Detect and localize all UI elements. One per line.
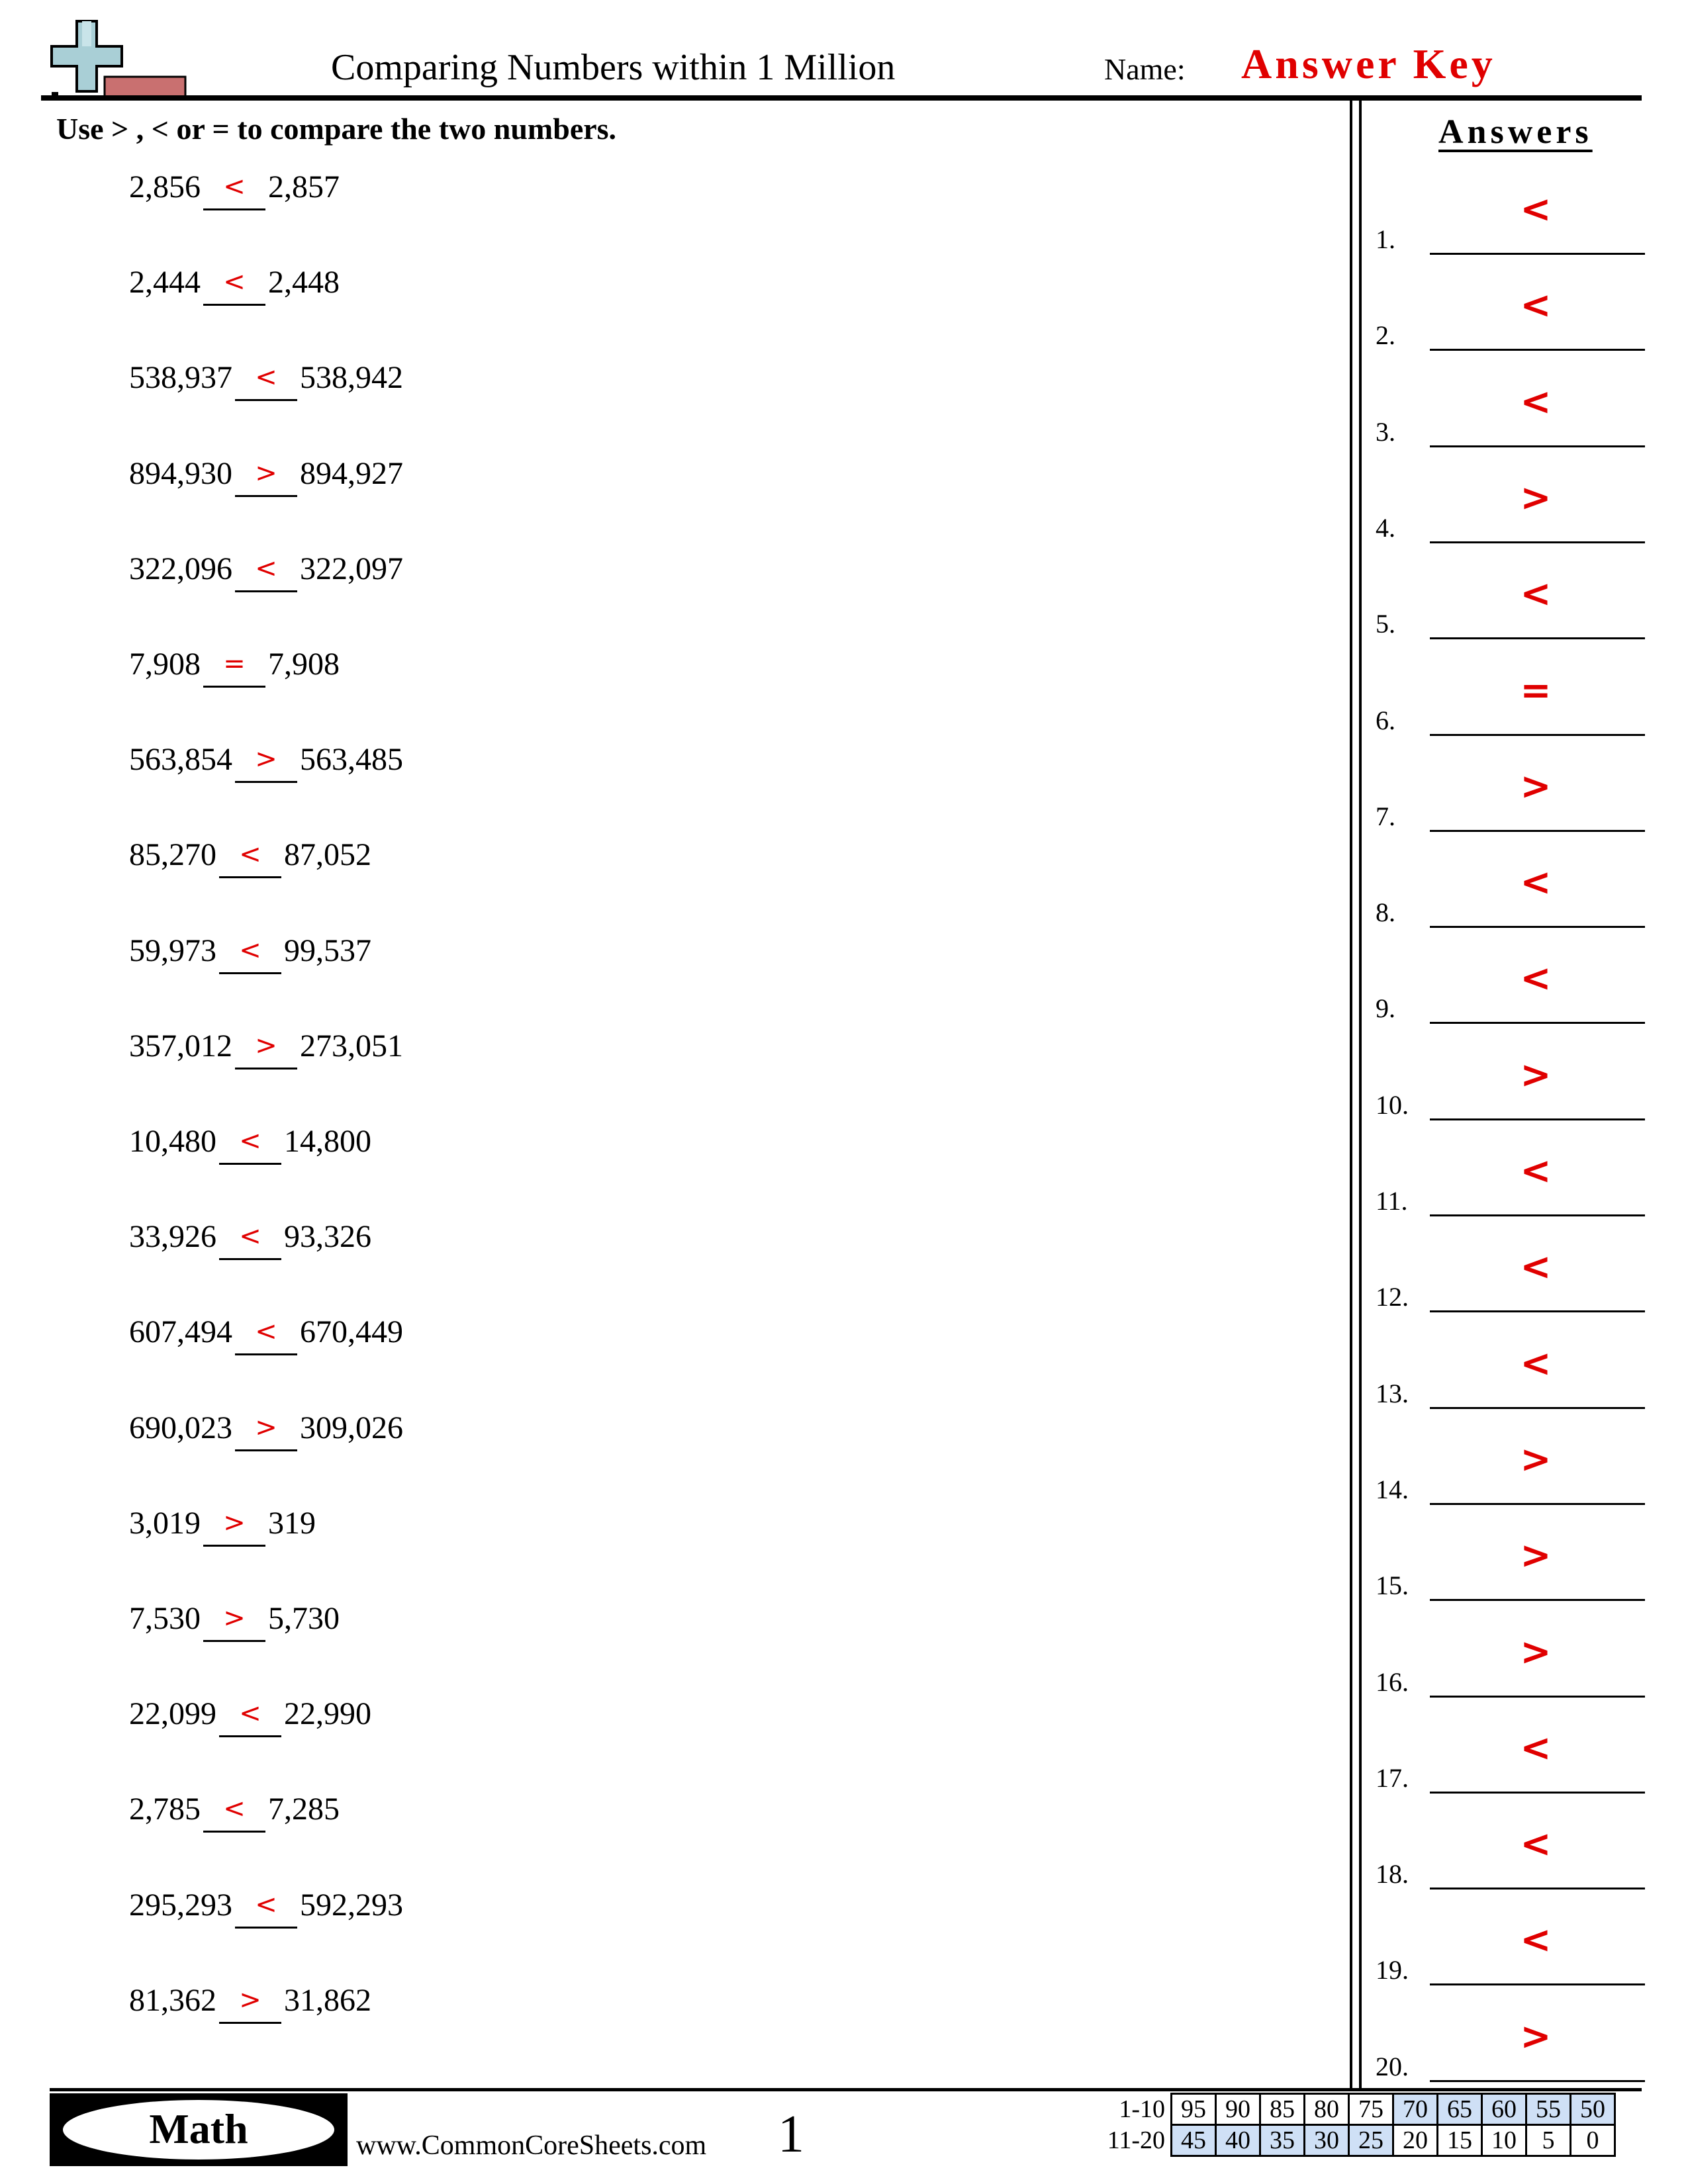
answer-line (1430, 734, 1645, 736)
math-badge-label: Math (149, 2105, 248, 2152)
comparison-symbol: < (239, 1221, 261, 1252)
problem-expression (129, 1505, 316, 1541)
footer-rule (50, 2088, 1642, 2091)
answer-line (1430, 830, 1645, 832)
score-cell: 85 (1260, 2094, 1305, 2125)
answer-number: 10. (1376, 1089, 1409, 1120)
answer-row (1370, 1053, 1642, 1120)
right-number: 7,908 (268, 647, 340, 682)
answer-blank (235, 553, 297, 592)
answer-symbol: < (1520, 1150, 1552, 1193)
plus-sign-logo-icon (45, 16, 191, 102)
left-number: 85,270 (129, 837, 216, 873)
left-number: 2,444 (129, 265, 201, 300)
answer-blank (203, 269, 265, 306)
answer-number: 6. (1376, 705, 1395, 735)
comparison-symbol: < (239, 1698, 261, 1729)
score-row-label: 11-20 (1107, 2126, 1165, 2154)
answer-blank (203, 651, 265, 688)
answer-line (1430, 1118, 1645, 1120)
answer-symbol: < (1520, 957, 1552, 1001)
answer-line (1430, 1696, 1645, 1698)
score-cell: 50 (1571, 2094, 1615, 2125)
answer-row (1370, 861, 1642, 928)
comparison-symbol: > (223, 1603, 246, 1633)
column-divider (1359, 101, 1362, 2091)
score-cell: 25 (1349, 2125, 1393, 2156)
answer-number: 14. (1376, 1474, 1409, 1504)
problem-expression (129, 1982, 371, 2019)
answer-number: 9. (1376, 993, 1395, 1024)
answer-symbol: > (1520, 764, 1552, 808)
answer-symbol: < (1520, 1919, 1552, 1962)
answer-line (1430, 1983, 1645, 1985)
score-cell: 60 (1482, 2094, 1526, 2125)
answer-number: 19. (1376, 1955, 1409, 1985)
answer-number: 7. (1376, 801, 1395, 831)
answer-blank (235, 744, 297, 783)
score-cell: 40 (1216, 2125, 1260, 2156)
score-row-label: 1-10 (1119, 2095, 1165, 2123)
left-number: 22,099 (129, 1696, 216, 1732)
answer-blank (235, 1412, 297, 1451)
comparison-symbol: < (223, 171, 246, 202)
comparison-symbol: < (255, 1316, 277, 1347)
left-number: 607,494 (129, 1314, 232, 1350)
answer-number: 20. (1376, 2051, 1409, 2081)
comparison-symbol: > (239, 1984, 261, 2015)
problem-expression (129, 551, 403, 587)
answer-symbol: = (1520, 668, 1552, 712)
problem-expression (129, 1410, 403, 1446)
answer-blank (219, 1984, 281, 2024)
score-table (1092, 2093, 1616, 2157)
answer-number: 1. (1376, 224, 1395, 254)
answer-line (1430, 1503, 1645, 1505)
score-cell: 15 (1438, 2125, 1482, 2156)
left-number: 59,973 (129, 933, 216, 968)
comparison-symbol: > (255, 1030, 277, 1061)
answer-blank (235, 1316, 297, 1355)
score-row (1092, 2125, 1615, 2156)
answer-symbol: < (1520, 861, 1552, 905)
answer-blank (235, 1889, 297, 1929)
answer-line (1430, 1888, 1645, 1889)
problem-expression (129, 1791, 340, 1827)
comparison-symbol: < (255, 553, 277, 584)
left-number: 295,293 (129, 1887, 232, 1923)
answer-line (1430, 445, 1645, 447)
answer-row (1370, 668, 1642, 735)
problem-expression (129, 1314, 403, 1350)
page-number: 1 (778, 2105, 804, 2163)
answer-symbol: > (1520, 476, 1552, 520)
answer-row (1370, 764, 1642, 831)
problem-expression (129, 1887, 403, 1923)
answer-number: 17. (1376, 1762, 1409, 1793)
comparison-symbol: < (223, 267, 246, 298)
left-number: 81,362 (129, 1982, 216, 2018)
answer-symbol: < (1520, 1726, 1552, 1770)
left-number: 690,023 (129, 1410, 232, 1445)
left-number: 3,019 (129, 1505, 201, 1541)
answer-symbol: > (1520, 2015, 1552, 2058)
right-number: 31,862 (284, 1982, 371, 2018)
right-number: 670,449 (300, 1314, 403, 1350)
answer-symbol: < (1520, 284, 1552, 328)
comparison-symbol: < (239, 839, 261, 870)
website-url: www.CommonCoreSheets.com (356, 2130, 707, 2161)
problem-expression (129, 1123, 371, 1160)
answer-blank (219, 1221, 281, 1260)
answer-row (1370, 957, 1642, 1024)
answer-number: 8. (1376, 897, 1395, 928)
problem-expression (129, 169, 340, 205)
problem-expression (129, 359, 403, 396)
right-number: 592,293 (300, 1887, 403, 1923)
answer-number: 15. (1376, 1570, 1409, 1601)
answer-row (1370, 2015, 1642, 2081)
answer-key-label: Answer Key (1241, 40, 1496, 87)
right-number: 99,537 (284, 933, 371, 968)
answer-blank (219, 1698, 281, 1737)
answer-line (1430, 541, 1645, 543)
answer-row (1370, 1726, 1642, 1793)
answer-row (1370, 1630, 1642, 1697)
right-number: 309,026 (300, 1410, 403, 1445)
problem-expression (129, 264, 340, 300)
comparison-symbol: < (239, 934, 261, 966)
score-cell: 5 (1526, 2125, 1571, 2156)
answer-number: 11. (1376, 1186, 1408, 1216)
answer-line (1430, 1022, 1645, 1024)
answer-line (1430, 253, 1645, 255)
answer-blank (235, 362, 297, 401)
left-number: 357,012 (129, 1028, 232, 1064)
right-number: 5,730 (268, 1601, 340, 1636)
answer-line (1430, 1792, 1645, 1794)
left-number: 33,926 (129, 1219, 216, 1255)
answer-row (1370, 1534, 1642, 1601)
answer-blank (203, 1796, 265, 1833)
comparison-symbol: = (223, 649, 246, 679)
column-divider (1350, 101, 1352, 2091)
answer-line (1430, 1599, 1645, 1601)
score-cell: 10 (1482, 2125, 1526, 2156)
name-label: Name: (1104, 52, 1186, 86)
answer-line (1430, 637, 1645, 639)
answer-number: 2. (1376, 320, 1395, 351)
answer-number: 4. (1376, 512, 1395, 543)
answer-symbol: < (1520, 1246, 1552, 1289)
left-number: 2,856 (129, 169, 201, 205)
score-cell: 80 (1305, 2094, 1349, 2125)
right-number: 87,052 (284, 837, 371, 873)
answer-blank (219, 934, 281, 974)
answer-symbol: < (1520, 1342, 1552, 1385)
answer-number: 18. (1376, 1859, 1409, 1889)
answer-blank (203, 1603, 265, 1642)
answer-symbol: < (1520, 572, 1552, 616)
problem-expression (129, 1028, 403, 1064)
answer-number: 12. (1376, 1282, 1409, 1312)
answer-blank (219, 1128, 281, 1165)
answer-blank (203, 171, 265, 210)
worksheet-title: Comparing Numbers within 1 Million (331, 47, 896, 88)
answer-row (1370, 284, 1642, 351)
answer-number: 3. (1376, 416, 1395, 447)
answer-symbol: < (1520, 188, 1552, 231)
score-cell: 20 (1393, 2125, 1438, 2156)
right-number: 538,942 (300, 360, 403, 396)
comparison-symbol: < (239, 1126, 261, 1156)
comparison-symbol: < (255, 362, 277, 393)
answer-symbol: > (1520, 1630, 1552, 1674)
left-number: 7,530 (129, 1601, 201, 1636)
comparison-symbol: > (255, 1412, 277, 1443)
answer-row (1370, 572, 1642, 639)
score-cell: 90 (1216, 2094, 1260, 2125)
problem-expression (129, 1696, 371, 1732)
right-number: 2,448 (268, 265, 340, 300)
right-number: 319 (268, 1505, 316, 1541)
right-number: 7,285 (268, 1792, 340, 1827)
header-rule (41, 95, 1642, 101)
score-cell: 45 (1172, 2125, 1216, 2156)
comparison-symbol: < (223, 1794, 246, 1825)
score-cell: 35 (1260, 2125, 1305, 2156)
left-number: 2,785 (129, 1792, 201, 1827)
answer-symbol: > (1520, 1437, 1552, 1481)
instructions: Use > , < or = to compare the two numbers. (56, 112, 617, 146)
score-cell: 55 (1526, 2094, 1571, 2125)
comparison-symbol: > (223, 1507, 246, 1538)
score-cell: 70 (1393, 2094, 1438, 2125)
problem-expression (129, 933, 371, 969)
answer-blank (235, 457, 297, 497)
comparison-symbol: < (255, 1889, 277, 1920)
right-number: 93,326 (284, 1219, 371, 1255)
answer-row (1370, 1150, 1642, 1216)
left-number: 538,937 (129, 360, 232, 396)
score-cell: 65 (1438, 2094, 1482, 2125)
answer-line (1430, 1214, 1645, 1216)
right-number: 22,990 (284, 1696, 371, 1732)
right-number: 273,051 (300, 1028, 403, 1064)
left-number: 563,854 (129, 742, 232, 778)
right-number: 894,927 (300, 455, 403, 491)
answer-row (1370, 380, 1642, 447)
left-number: 7,908 (129, 647, 201, 682)
comparison-symbol: > (255, 744, 277, 775)
answer-blank (219, 839, 281, 878)
right-number: 563,485 (300, 742, 403, 778)
answer-row (1370, 1246, 1642, 1312)
answer-line (1430, 926, 1645, 928)
answer-number: 13. (1376, 1378, 1409, 1408)
problem-expression (129, 455, 403, 492)
score-row (1092, 2094, 1615, 2125)
answer-row (1370, 1437, 1642, 1504)
answer-blank (235, 1030, 297, 1069)
score-cell: 95 (1172, 2094, 1216, 2125)
left-number: 322,096 (129, 551, 232, 586)
answer-blank (203, 1507, 265, 1547)
answer-row (1370, 188, 1642, 254)
problem-expression (129, 1218, 371, 1255)
answer-row (1370, 1342, 1642, 1408)
left-number: 10,480 (129, 1124, 216, 1159)
score-cell: 30 (1305, 2125, 1349, 2156)
answer-number: 5. (1376, 609, 1395, 639)
answer-line (1430, 2080, 1645, 2082)
answers-heading: Answers (1438, 113, 1593, 151)
answer-symbol: < (1520, 1823, 1552, 1866)
comparison-symbol: > (255, 457, 277, 488)
answer-symbol: < (1520, 380, 1552, 424)
answer-symbol: > (1520, 1053, 1552, 1097)
answer-symbol: > (1520, 1534, 1552, 1578)
answer-number: 16. (1376, 1666, 1409, 1697)
left-number: 894,930 (129, 455, 232, 491)
score-cell: 0 (1571, 2125, 1615, 2156)
answer-line (1430, 1407, 1645, 1409)
answer-row (1370, 1919, 1642, 1985)
answer-row (1370, 476, 1642, 543)
score-cell: 75 (1349, 2094, 1393, 2125)
right-number: 322,097 (300, 551, 403, 586)
answer-line (1430, 349, 1645, 351)
problem-expression (129, 1600, 340, 1637)
answer-line (1430, 1310, 1645, 1312)
problem-expression (129, 741, 403, 778)
right-number: 2,857 (268, 169, 340, 205)
answer-row (1370, 1823, 1642, 1889)
problem-expression (129, 837, 371, 873)
problem-expression (129, 646, 340, 682)
right-number: 14,800 (284, 1124, 371, 1159)
